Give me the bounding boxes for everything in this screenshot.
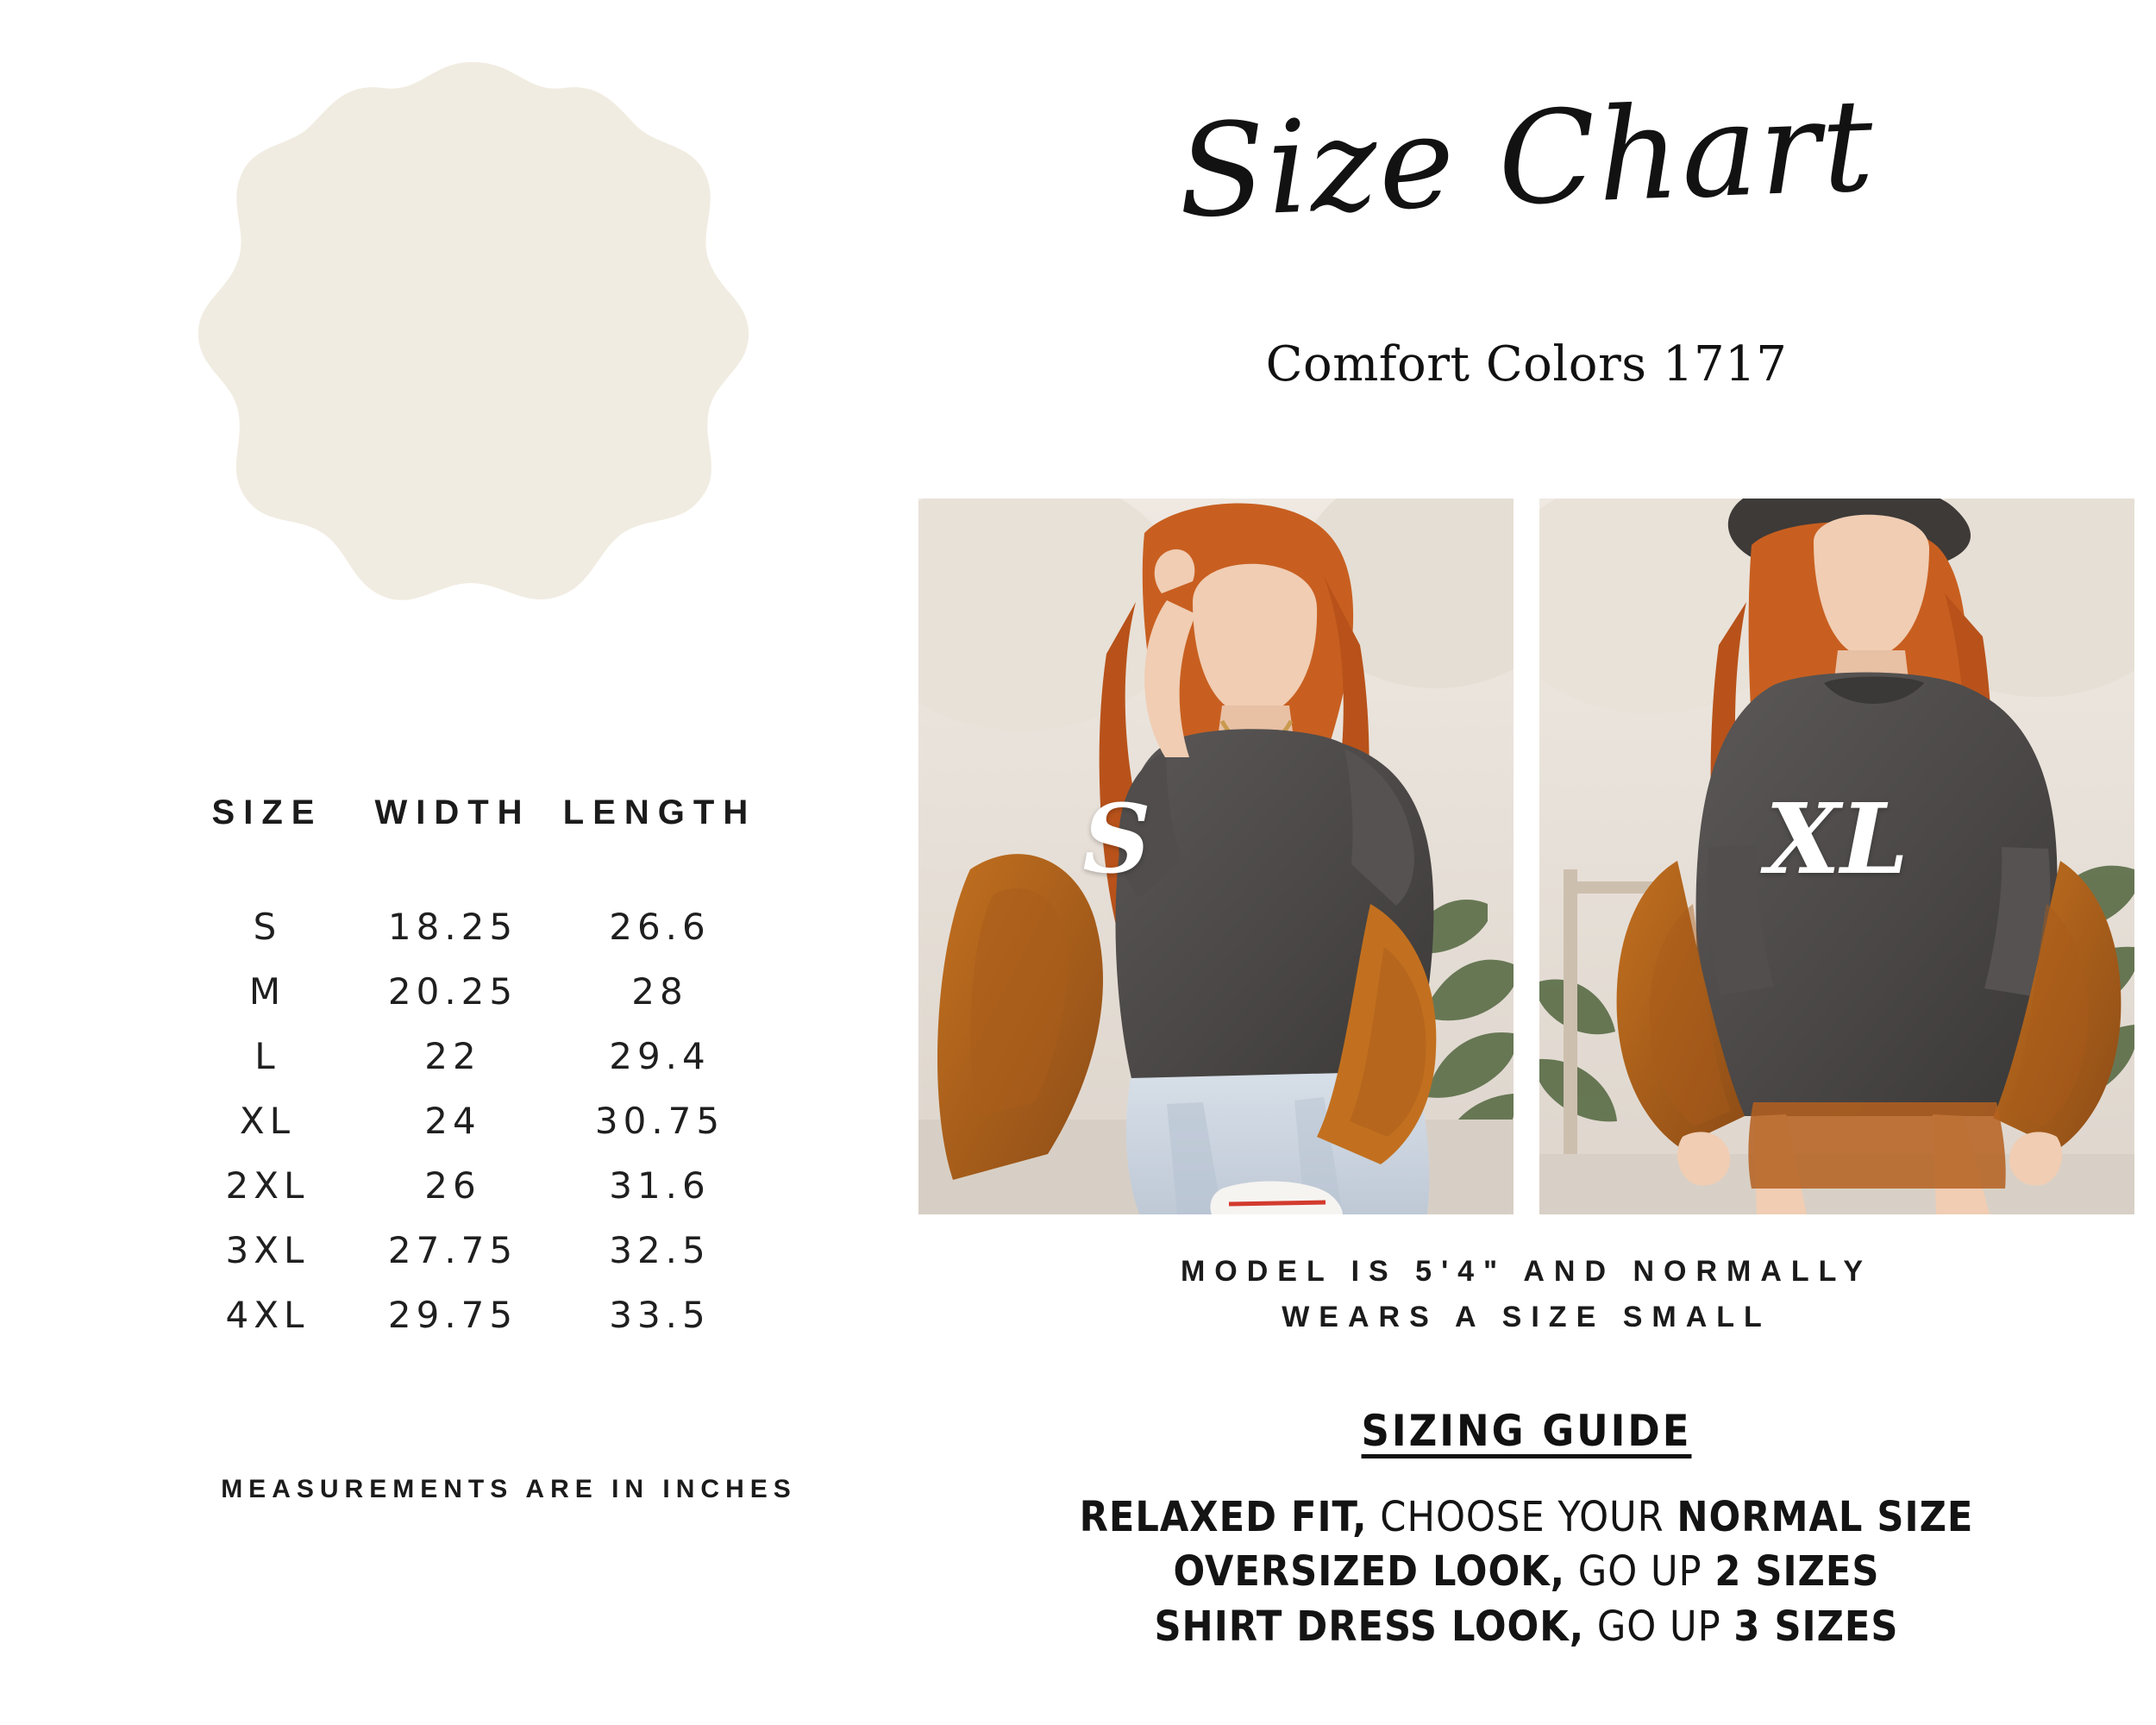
header-size: SIZE <box>211 794 323 831</box>
sizing-line-lead: OVERSIZED LOOK, <box>1173 1547 1566 1596</box>
cell-size: 3XL <box>225 1229 310 1271</box>
sizing-guide-line <box>897 1600 2156 1654</box>
table-row <box>181 1024 768 1088</box>
table-row <box>181 1088 768 1153</box>
cell-width: 29.75 <box>387 1294 518 1336</box>
sizing-guide-lines <box>897 1490 2156 1654</box>
sizing-line-mid: GO UP <box>1584 1602 1734 1651</box>
decorative-scalloped-blob <box>188 53 757 657</box>
cell-length: 31.6 <box>609 1164 711 1207</box>
header-length: LENGTH <box>562 794 757 831</box>
table-header-row <box>181 794 768 894</box>
page-title: Size Chart <box>1175 71 1878 247</box>
measurements-note: MEASUREMENTS ARE IN INCHES <box>221 1475 797 1503</box>
sizing-line-lead: RELAXED FIT, <box>1079 1493 1368 1541</box>
sizing-guide-title: SIZING GUIDE <box>1361 1406 1692 1456</box>
cell-size: 4XL <box>225 1294 310 1336</box>
cell-size: L <box>254 1035 280 1077</box>
cell-size: 2XL <box>225 1164 310 1207</box>
table-row <box>181 959 768 1024</box>
model-photo-gallery <box>897 499 2156 1214</box>
cell-width: 22 <box>424 1035 481 1077</box>
table-row <box>181 1283 768 1347</box>
sizing-guide-line <box>897 1490 2156 1545</box>
cell-length: 28 <box>631 970 688 1013</box>
page-subtitle: Comfort Colors 1717 <box>1265 336 1788 392</box>
model-note-line-1: MODEL IS 5'4" AND NORMALLY <box>1180 1255 1872 1288</box>
cell-width: 20.25 <box>387 970 518 1013</box>
cell-length: 33.5 <box>609 1294 711 1336</box>
cell-length: 32.5 <box>609 1229 711 1271</box>
model-photo-size-small <box>918 499 1514 1214</box>
cell-size: S <box>253 906 282 948</box>
left-column <box>0 0 897 1725</box>
table-row <box>181 894 768 959</box>
sizing-line-mid: GO UP <box>1565 1547 1715 1596</box>
shirt-size-letter: S <box>1082 783 1151 894</box>
table-row <box>181 1153 768 1218</box>
model-photo-size-xl <box>1539 499 2134 1214</box>
sizing-guide-line <box>897 1545 2156 1599</box>
cell-size: M <box>248 970 286 1013</box>
cell-width: 26 <box>424 1164 481 1207</box>
cell-length: 29.4 <box>609 1035 711 1077</box>
model-height-note <box>949 1249 2104 1339</box>
right-column <box>897 0 2156 1725</box>
header-width: WIDTH <box>374 794 531 831</box>
cell-size: XL <box>239 1100 296 1142</box>
cell-width: 18.25 <box>387 906 518 948</box>
sizing-line-lead: SHIRT DRESS LOOK, <box>1154 1602 1585 1651</box>
size-measurements-table <box>181 794 768 1347</box>
table-row <box>181 1218 768 1283</box>
cell-width: 27.75 <box>387 1229 518 1271</box>
sizing-line-tail: NORMAL SIZE <box>1677 1493 1974 1541</box>
shirt-size-letter: XL <box>1765 783 1908 896</box>
model-note-line-2: WEARS A SIZE SMALL <box>1282 1300 1771 1333</box>
sizing-line-tail: 2 SIZES <box>1714 1547 1880 1596</box>
cell-length: 30.75 <box>594 1100 725 1142</box>
sizing-line-mid: CHOOSE YOUR <box>1367 1493 1677 1541</box>
cell-width: 24 <box>424 1100 481 1142</box>
cell-length: 26.6 <box>609 906 711 948</box>
sizing-line-tail: 3 SIZES <box>1733 1602 1899 1651</box>
